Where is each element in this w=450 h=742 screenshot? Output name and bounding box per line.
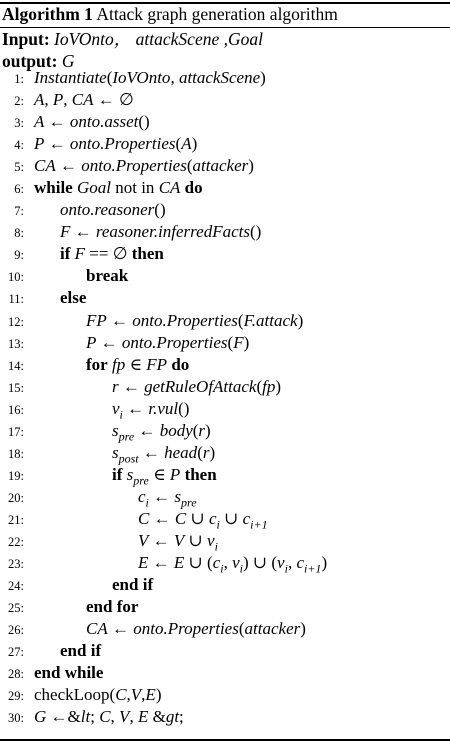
line-code: A ← onto.asset(): [34, 112, 150, 132]
line-code: E ← E ∪ ($c_i$, $v_i$) ∪ ($v_i$, $c_{i+1}$): [138, 553, 328, 576]
algorithm-caption: [2, 3, 338, 25]
algorithm-line: [0, 486, 450, 508]
line-number: 12:: [8, 314, 24, 329]
line-number: 26:: [8, 623, 24, 638]
line-number: 8:: [14, 226, 24, 241]
line-code: end if: [60, 641, 102, 661]
algorithm-line: [0, 111, 450, 133]
line-number: 14:: [8, 358, 24, 373]
algorithm-line: [0, 354, 450, 376]
line-number: 24:: [8, 579, 24, 594]
algorithm-line: [0, 574, 450, 596]
line-number: 13:: [8, 336, 24, 351]
line-code: CA ← onto.Properties(attacker): [34, 156, 254, 176]
algorithm-line: [0, 177, 450, 199]
algorithm-title: Attack graph generation algorithm: [96, 4, 338, 24]
line-number: 9:: [14, 248, 24, 263]
line-code: A, P, CA ← ∅: [34, 90, 134, 110]
line-code: if $s_{pre}$ ∈ P then: [112, 464, 217, 488]
algorithm-line: [0, 508, 450, 530]
line-code: $c_i$ ← $s_{pre}$: [138, 486, 197, 510]
algorithm-line: [0, 287, 450, 309]
algorithm-line: [0, 552, 450, 574]
line-number: 10:: [8, 270, 24, 285]
algorithm-line: [0, 376, 450, 398]
line-code: else: [60, 288, 87, 308]
algorithm-line: [0, 618, 450, 640]
line-number: 2:: [14, 94, 24, 109]
algorithm-line: [0, 684, 450, 706]
input-line: [2, 28, 263, 50]
line-code: if F == ∅ then: [60, 244, 164, 264]
algorithm-line: [0, 530, 450, 552]
algorithm-line: [0, 67, 450, 89]
algorithm-lines: [0, 67, 450, 728]
algorithm-line: [0, 332, 450, 354]
input-value: IoVOnto， attackScene ,Goal: [54, 29, 263, 49]
line-number: 11:: [8, 292, 24, 307]
line-number: 18:: [8, 446, 24, 461]
line-number: 20:: [8, 490, 24, 505]
algorithm-line: [0, 662, 450, 684]
line-number: 22:: [8, 534, 24, 549]
line-number: 28:: [8, 667, 24, 682]
algorithm-line: [0, 155, 450, 177]
algorithm-line: [0, 89, 450, 111]
line-code: FP ← onto.Properties(F.attack): [86, 310, 304, 330]
line-code: break: [86, 266, 129, 286]
line-number: 25:: [8, 601, 24, 616]
algorithm-line: [0, 398, 450, 420]
line-code: end if: [112, 575, 154, 595]
line-number: 19:: [8, 468, 24, 483]
line-number: 4:: [14, 138, 24, 153]
line-number: 3:: [14, 116, 24, 131]
output-value: G: [61, 51, 75, 71]
algorithm-line: [0, 133, 450, 155]
line-number: 7:: [14, 204, 24, 219]
line-number: 23:: [8, 557, 24, 572]
line-number: 17:: [8, 424, 24, 439]
algorithm-line: [0, 464, 450, 486]
line-code: CA ← onto.Properties(attacker): [86, 619, 306, 639]
line-number: 6:: [14, 182, 24, 197]
line-code: P ← onto.Properties(A): [34, 134, 198, 154]
line-code: while Goal not in CA do: [34, 178, 203, 198]
algorithm-line: [0, 199, 450, 221]
line-code: end while: [34, 663, 104, 683]
line-code: F ← reasoner.inferredFacts(): [60, 222, 262, 242]
line-code: onto.reasoner(): [60, 200, 166, 220]
algorithm-line: [0, 442, 450, 464]
input-label: Input:: [2, 29, 50, 49]
algorithm-line: [0, 221, 450, 243]
line-code: $v_i$ ← r.vul(): [112, 398, 190, 422]
line-number: 1:: [14, 72, 24, 86]
output-label: output:: [2, 51, 58, 71]
algorithm-label: Algorithm 1: [2, 4, 93, 24]
line-code: P ← onto.Properties(F): [86, 332, 250, 352]
line-code: V ← V ∪ $v_i$: [138, 530, 218, 554]
algorithm-line: [0, 265, 450, 287]
algorithm-line: [0, 640, 450, 662]
algorithm-line: [0, 243, 450, 265]
line-code: checkLoop(C,V,E): [34, 685, 162, 705]
line-number: 15:: [8, 380, 24, 395]
line-number: 30:: [8, 711, 24, 726]
algorithm-line: [0, 420, 450, 442]
line-code: Instantiate(IoVOnto, attackScene): [34, 68, 266, 87]
bottom-rule: [0, 739, 450, 741]
algorithm-line: [0, 310, 450, 332]
algorithm-line: [0, 706, 450, 728]
line-code: for fp ∈ FP do: [86, 354, 190, 374]
line-code: G ←&lt; C, V, E &gt;: [34, 707, 184, 727]
line-number: 27:: [8, 645, 24, 660]
line-number: 5:: [14, 160, 24, 175]
line-code: C ← C ∪ $c_i$ ∪ $c_{i+1}$: [138, 508, 268, 532]
line-code: $s_{post}$ ← head(r): [112, 442, 216, 466]
line-number: 16:: [8, 402, 24, 417]
line-number: 29:: [8, 689, 24, 704]
line-number: 21:: [8, 512, 24, 527]
line-code: $s_{pre}$ ← body(r): [112, 420, 211, 444]
line-code: end for: [86, 597, 139, 617]
algorithm-line: [0, 596, 450, 618]
line-code: r ← getRuleOfAttack(fp): [112, 376, 282, 396]
